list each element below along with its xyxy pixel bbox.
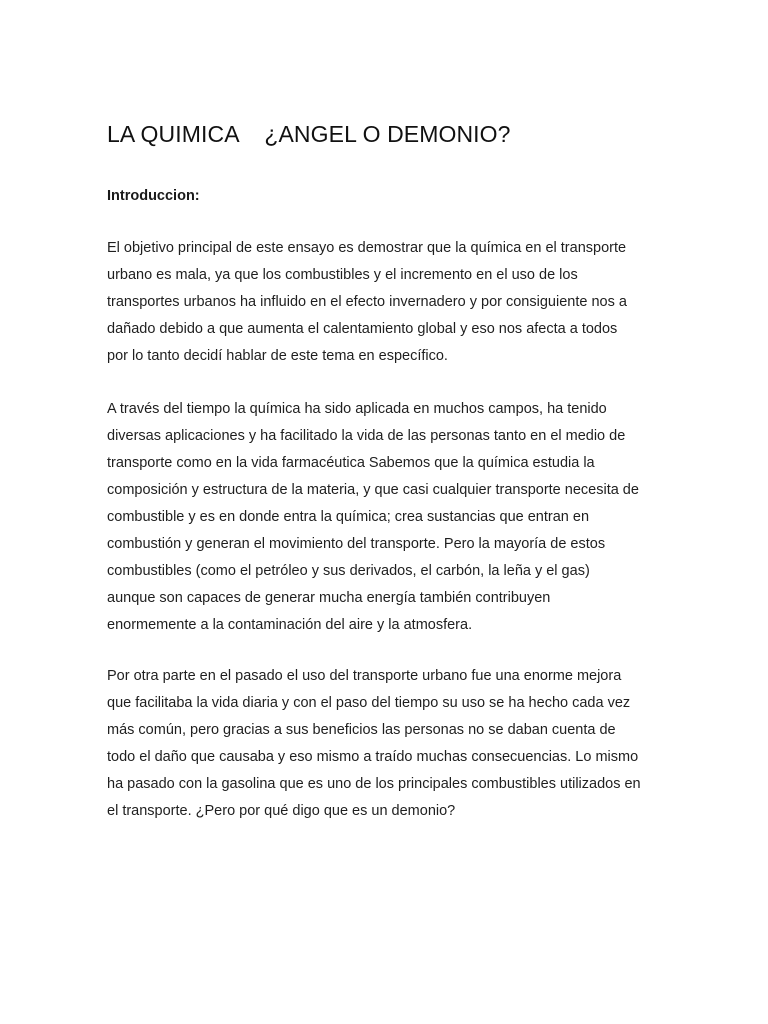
text-line: transportes urbanos ha influido en el efecto invernadero y por consiguiente nos a	[107, 294, 627, 310]
text-line: dañado debido a que aumenta el calentamiento global y eso nos afecta a todos	[107, 321, 618, 337]
text-line: diversas aplicaciones y ha facilitado la vida de las personas tanto en el medio de	[107, 428, 626, 444]
text-line: ha pasado con la gasolina que es uno de los principales combustibles utilizados en	[107, 776, 641, 792]
text-line: que facilitaba la vida diaria y con el paso del tiempo su uso se ha hecho cada vez	[107, 695, 631, 711]
text-line: enormemente a la contaminación del aire y la atmosfera.	[107, 617, 473, 633]
text-line: combustibles (como el petróleo y sus derivados, el carbón, la leña y el gas)	[107, 563, 590, 579]
text-line: A través del tiempo la química ha sido aplicada en muchos campos, ha tenido	[107, 401, 607, 417]
text-line: todo el daño que causaba y eso mismo a traído muchas consecuencias. Lo mismo	[107, 749, 639, 765]
text-line: más común, pero gracias a sus beneficios las personas no se daban cuenta de	[107, 722, 616, 738]
text-line: transporte como en la vida farmacéutica Sabemos que la química estudia la	[107, 455, 595, 471]
text-line: combustión y generan el movimiento del transporte. Pero la mayoría de estos	[107, 536, 606, 552]
text-line: urbano es mala, ya que los combustibles y el incremento en el uso de los	[107, 267, 578, 283]
text-line: Por otra parte en el pasado el uso del transporte urbano fue una enorme mejora	[107, 668, 622, 684]
text-line: combustible y es en donde entra la química; crea sustancias que entran en	[107, 509, 590, 525]
text-line: por lo tanto decidí hablar de este tema en específico.	[107, 348, 448, 364]
paragraph-3	[107, 663, 663, 825]
text-line: el transporte. ¿Pero por qué digo que es un demonio?	[107, 803, 456, 819]
paragraph-1	[107, 235, 663, 370]
text-line: aunque son capaces de generar mucha energía también contribuyen	[107, 590, 551, 606]
text-line: El objetivo principal de este ensayo es demostrar que la química en el transporte	[107, 240, 627, 256]
paragraph-2	[107, 396, 663, 639]
section-heading: Introduccion:	[107, 188, 200, 204]
text-line: composición y estructura de la materia, y que casi cualquier transporte necesita de	[107, 482, 639, 498]
document-title: LA QUIMICA ¿ANGEL O DEMONIO?	[107, 121, 511, 147]
